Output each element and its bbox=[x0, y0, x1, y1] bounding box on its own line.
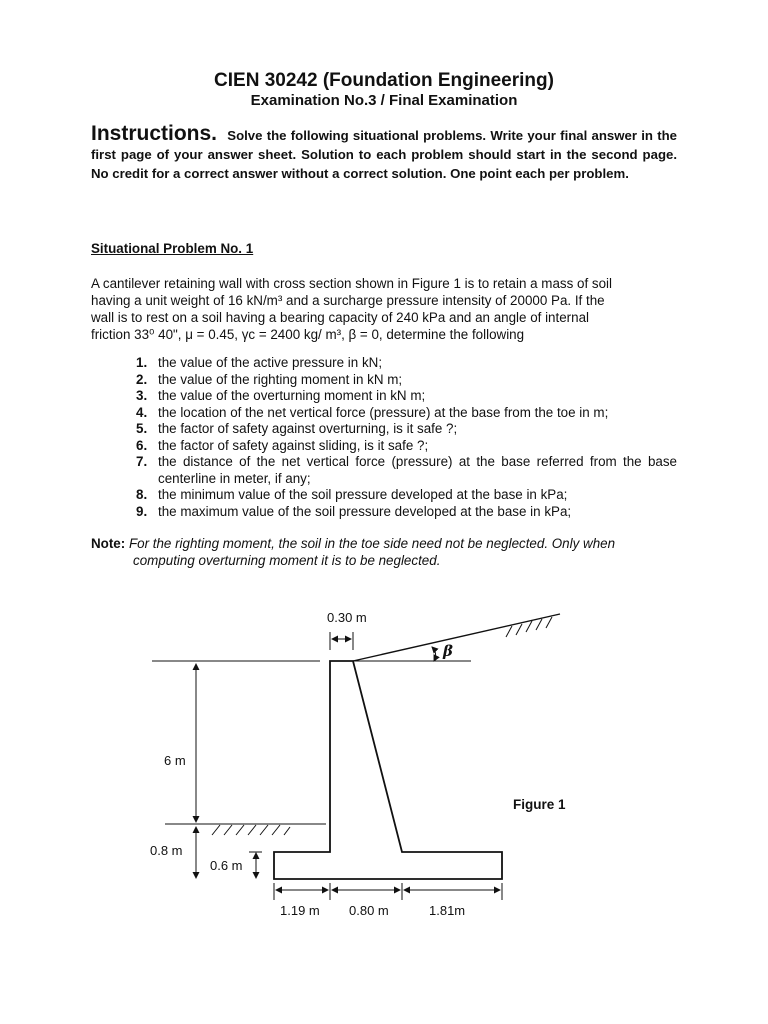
dim-top-label: 0.30 m bbox=[327, 610, 367, 625]
dim-thick-label: 0.6 m bbox=[210, 858, 243, 873]
item-text: the distance of the net vertical force (pressure) at the base referred from the base centerline in meter, if any; bbox=[158, 454, 677, 486]
list-item bbox=[136, 504, 677, 521]
item-text: the value of the overturning moment in kN m; bbox=[158, 388, 426, 403]
dim-height-label: 6 m bbox=[164, 753, 186, 768]
instructions-label: Instructions. bbox=[91, 122, 218, 145]
item-text: the maximum value of the soil pressure developed at the base in kPa; bbox=[158, 503, 572, 519]
item-text: the factor of safety against overturning, is it safe ?; bbox=[158, 421, 458, 436]
item-number: 9. bbox=[136, 503, 148, 519]
slope-hatch bbox=[506, 617, 552, 637]
item-text: the location of the net vertical force (pressure) at the base from the toe in m; bbox=[158, 404, 609, 420]
figure-label: Figure 1 bbox=[513, 797, 566, 812]
beta-arc bbox=[432, 647, 436, 661]
list-item bbox=[136, 438, 677, 455]
item-text: the value of the righting moment in kN m; bbox=[158, 371, 403, 387]
problem-title: Situational Problem No. 1 bbox=[91, 241, 254, 256]
list-item bbox=[136, 372, 677, 389]
dim-stem-label: 0.80 m bbox=[349, 903, 389, 918]
note-label: Note: bbox=[91, 536, 126, 551]
item-number: 6. bbox=[136, 437, 148, 453]
item-number: 8. bbox=[136, 487, 148, 502]
item-text: the factor of safety against sliding, is it safe ?; bbox=[158, 437, 429, 453]
backfill-slope bbox=[353, 614, 560, 661]
list-item bbox=[136, 421, 677, 438]
item-number: 7. bbox=[136, 454, 148, 469]
dim-heel-label: 1.81m bbox=[429, 903, 466, 918]
item-number: 2. bbox=[136, 371, 148, 387]
note-line-2: computing overturning moment it is to be neglected. bbox=[133, 553, 441, 568]
instructions-block bbox=[91, 124, 677, 183]
list-item bbox=[136, 388, 677, 405]
list-item bbox=[136, 355, 677, 372]
list-item bbox=[136, 454, 677, 487]
item-number: 4. bbox=[136, 404, 148, 420]
dim-toe-label: 1.19 m bbox=[280, 903, 320, 918]
list-item bbox=[136, 487, 677, 504]
item-number: 3. bbox=[136, 388, 148, 403]
dim-base-label: 0.8 m bbox=[150, 843, 183, 858]
toe-hatch bbox=[212, 825, 290, 835]
item-text: the value of the active pressure in kN; bbox=[158, 355, 383, 370]
exam-subtitle: Examination No.3 / Final Examination bbox=[250, 92, 518, 109]
problem-line-2: having a unit weight of 16 kN/m³ and a surcharge pressure intensity of 20000 Pa. If the bbox=[91, 293, 605, 308]
instructions-text: Solve the following situational problems. Write your final answer in the first page of your answer sheet. Solution to each problem should start in the second page. No credit for a correct answer without a correct solution. One point each per problem. bbox=[91, 128, 678, 181]
item-number: 1. bbox=[136, 355, 148, 370]
question-list bbox=[136, 355, 677, 520]
problem-line-3: wall is to rest on a soil having a bearing capacity of 240 kPa and an angle of internal bbox=[91, 310, 589, 325]
problem-line-4: friction 33⁰ 40", μ = 0.45, γc = 2400 kg/ m³, β = 0, determine the following bbox=[91, 327, 525, 342]
exam-title: CIEN 30242 (Foundation Engineering) bbox=[214, 70, 554, 91]
list-item bbox=[136, 405, 677, 422]
wall-outline bbox=[274, 661, 502, 879]
item-text: the minimum value of the soil pressure developed at the base in kPa; bbox=[158, 487, 568, 502]
beta-symbol: β bbox=[443, 642, 453, 660]
note-line-1: For the righting moment, the soil in the toe side need not be neglected. Only when bbox=[128, 536, 616, 551]
problem-line-1: A cantilever retaining wall with cross section shown in Figure 1 is to retain a mass of soil bbox=[91, 276, 612, 291]
item-number: 5. bbox=[136, 421, 148, 436]
note-block bbox=[91, 535, 691, 569]
retaining-wall-figure bbox=[0, 600, 768, 930]
problem-statement bbox=[91, 275, 677, 343]
